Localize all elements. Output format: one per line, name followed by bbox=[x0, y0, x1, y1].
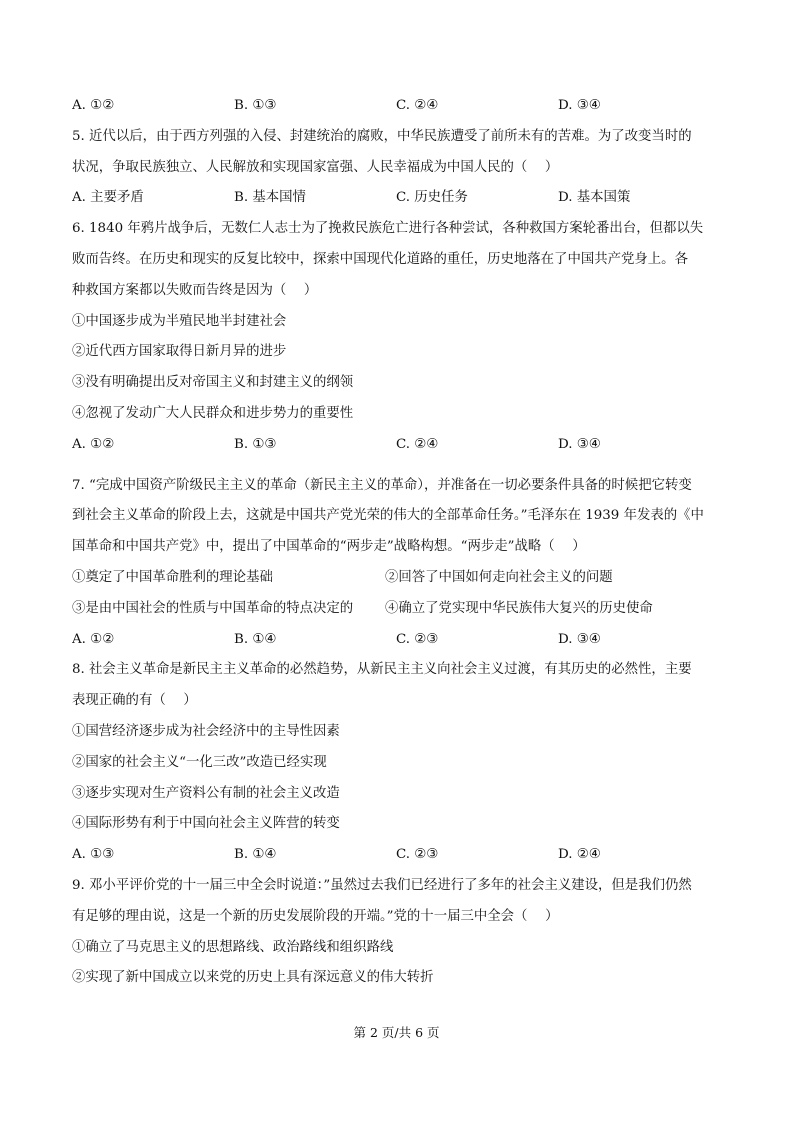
q7-statement-1: ①奠定了中国革命胜利的理论基础 bbox=[72, 569, 273, 585]
q5-option-b: B. 基本国情 bbox=[234, 190, 306, 206]
q7-statement-row-2 bbox=[72, 598, 722, 629]
q6-option-c: C. ②④ bbox=[396, 436, 439, 452]
q6-option-a: A. ①② bbox=[72, 436, 115, 452]
q4-option-a: A. ①② bbox=[72, 98, 115, 113]
q6-statement-1: ①中国逐步成为半殖民地半封建社会 bbox=[72, 313, 287, 329]
q8-option-c: C. ②③ bbox=[396, 847, 439, 863]
q8-option-b: B. ①④ bbox=[234, 847, 277, 863]
q8-option-d: D. ②④ bbox=[558, 847, 601, 863]
question-gap bbox=[72, 465, 722, 475]
q7-option-b: B. ①④ bbox=[234, 631, 277, 647]
q9-stem-line-1: 9. 邓小平评价党的十一届三中全会时说道：”虽然过去我们已经进行了多年的社会主义建设，但是我们仍然 bbox=[72, 877, 692, 893]
q8-option-a: A. ①③ bbox=[72, 847, 115, 863]
q8-statement-1: ①国营经济逐步成为社会经济中的主导性因素 bbox=[72, 723, 340, 739]
q5-option-c: C. 历史任务 bbox=[396, 190, 468, 206]
q5-stem-line-1: 5. 近代以后，由于西方列强的入侵、封建统治的腐败，中华民族遭受了前所未有的苦难。为了改变当时的 bbox=[72, 128, 692, 144]
q8-options bbox=[72, 844, 722, 875]
q8-stem-line-1: 8. 社会主义革命是新民主主义革命的必然趋势，从新民主主义向社会主义过渡，有其历史的必然性，主要 bbox=[72, 662, 692, 678]
q6-stem-line-2: 败而告终。在历史和现实的反复比较中，探索中国现代化道路的重任，历史地落在了中国共产党身上。各 bbox=[72, 251, 688, 267]
q4-option-d: D. ③④ bbox=[558, 98, 601, 113]
q6-options bbox=[72, 434, 722, 465]
q7-stem-line-3: 国革命和中国共产党》中，提出了中国革命的“两步走”战略构想。“两步走”战略（ ） bbox=[72, 539, 586, 555]
exam-page bbox=[72, 95, 722, 998]
q6-statement-4: ④忽视了发动广大人民群众和进步势力的重要性 bbox=[72, 405, 354, 421]
q5-stem-line-2: 状况，争取民族独立、人民解放和实现国家富强、人民幸福成为中国人民的（ ） bbox=[72, 159, 559, 175]
q7-statement-4: ④确立了党实现中华民族伟大复兴的历史使命 bbox=[385, 600, 653, 616]
q6-statement-2: ②近代西方国家取得日新月异的进步 bbox=[72, 344, 287, 360]
q5-option-a: A. 主要矛盾 bbox=[72, 190, 144, 206]
q8-stem-line-2: 表现正确的有（ ） bbox=[72, 693, 197, 709]
q6-statement-3: ③没有明确提出反对帝国主义和封建主义的纲领 bbox=[72, 375, 354, 391]
q4-option-b: B. ①③ bbox=[234, 98, 277, 113]
q6-option-b: B. ①③ bbox=[234, 436, 277, 452]
q7-option-a: A. ①② bbox=[72, 631, 115, 647]
q9-stem-line-2: 有足够的理由说，这是一个新的历史发展阶段的开端。”党的十一届三中全会（ ） bbox=[72, 908, 559, 924]
q8-statement-2: ②国家的社会主义“一化三改”改造已经实现 bbox=[72, 754, 327, 770]
q5-options bbox=[72, 187, 722, 218]
q9-statement-2: ②实现了新中国成立以来党的历史上具有深远意义的伟大转折 bbox=[72, 970, 434, 986]
q7-stem-line-1: 7. “完成中国资产阶级民主主义的革命（新民主主义的革命），并准备在一切必要条件具备的时候把它转变 bbox=[72, 477, 692, 493]
q7-statement-row-1 bbox=[72, 567, 722, 598]
q9-statement-1: ①确立了马克思主义的思想路线、政治路线和组织路线 bbox=[72, 939, 394, 955]
q6-stem-line-3: 种救国方案都以失败而告终是因为（ ） bbox=[72, 282, 318, 298]
q7-options bbox=[72, 629, 722, 660]
q7-statement-2: ②回答了中国如何走向社会主义的问题 bbox=[385, 569, 613, 585]
q8-statement-4: ④国际形势有利于中国向社会主义阵营的转变 bbox=[72, 816, 340, 832]
q6-stem-line-1: 6. 1840 年鸦片战争后，无数仁人志士为了挽救民族危亡进行各种尝试，各种救国方案轮番出台，但都以失 bbox=[72, 221, 704, 237]
q7-statement-3: ③是由中国社会的性质与中国革命的特点决定的 bbox=[72, 600, 354, 616]
q7-option-d: D. ③④ bbox=[558, 631, 601, 647]
q8-statement-3: ③逐步实现对生产资料公有制的社会主义改造 bbox=[72, 785, 340, 801]
q7-stem-line-2: 到社会主义革命的阶段上去，这就是中国共产党光荣的伟大的全部革命任务。”毛泽东在 1939 年发表的《中 bbox=[72, 508, 704, 524]
q4-option-c: C. ②④ bbox=[396, 98, 439, 113]
q5-option-d: D. 基本国策 bbox=[558, 190, 631, 206]
q6-option-d: D. ③④ bbox=[558, 436, 601, 452]
q7-option-c: C. ②③ bbox=[396, 631, 439, 647]
page-number: 第 2 页/共 6 页 bbox=[353, 1025, 440, 1040]
q4-options bbox=[72, 95, 722, 126]
